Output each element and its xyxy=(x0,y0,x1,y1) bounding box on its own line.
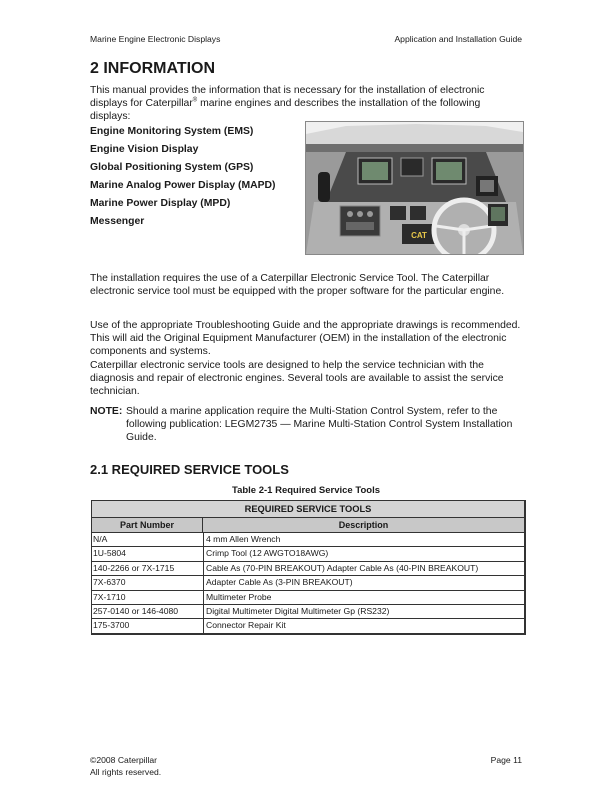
footer-copyright xyxy=(90,754,161,778)
part-number-cell: N/A xyxy=(92,533,204,546)
diagnosis-paragraph: Caterpillar electronic service tools are designed to help the service technician with the diagnosis and repair of electronic engines. Several tools are available to assist the service technician. xyxy=(90,360,504,398)
table-row xyxy=(92,562,524,576)
table-caption: Table 2-1 Required Service Tools xyxy=(231,485,380,496)
display-item: Engine Vision Display xyxy=(90,144,199,155)
section-title: 2 INFORMATION xyxy=(90,60,216,77)
table-row xyxy=(92,547,524,561)
part-number-cell: 175-3700 xyxy=(92,619,204,632)
copyright-text: ©2008 Caterpillar xyxy=(90,755,158,765)
service-tool-paragraph: The installation requires the use of a Caterpillar Electronic Service Tool. The Caterpillar electronic service tool must be equipped with the proper software for the particular engine. xyxy=(90,273,505,298)
service-tools-table xyxy=(91,500,526,635)
part-number-cell: 7X-6370 xyxy=(92,576,204,589)
running-header-right: Application and Installation Guide xyxy=(394,34,522,44)
troubleshooting-paragraph: Use of the appropriate Troubleshooting Guide and the appropriate drawings is recommended. This will aid the Original Equipment Manufacturer (OEM) in the installation of the electronic components and systems. xyxy=(90,320,521,358)
note-block xyxy=(90,405,522,444)
helm-station-photo xyxy=(305,121,524,255)
description-cell: Digital Multimeter Digital Multimeter Gp (RS232) xyxy=(206,605,390,616)
table-row xyxy=(92,576,524,590)
table-row xyxy=(92,591,524,605)
intro-text-end: marine engines and describes the installation of the following displays: xyxy=(90,98,481,123)
running-header-left: Marine Engine Electronic Displays xyxy=(90,34,221,44)
part-number-cell: 7X-1710 xyxy=(92,591,204,604)
column-header-description: Description xyxy=(338,520,389,530)
display-list xyxy=(90,125,300,233)
table-row xyxy=(92,619,524,632)
table-header-row xyxy=(92,518,524,533)
description-cell: Multimeter Probe xyxy=(206,591,272,602)
intro-paragraph xyxy=(90,84,522,123)
rights-text: All rights reserved. xyxy=(90,767,162,777)
description-cell: Crimp Tool (12 AWGTO18AWG) xyxy=(206,548,329,559)
display-item: Marine Analog Power Display (MAPD) xyxy=(90,180,276,191)
description-cell: Adapter Cable As (3-PIN BREAKOUT) xyxy=(206,577,353,588)
display-item: Global Positioning System (GPS) xyxy=(90,162,254,173)
description-cell: Connector Repair Kit xyxy=(206,620,286,631)
part-number-cell: 1U-5804 xyxy=(92,547,204,560)
table-row xyxy=(92,605,524,619)
part-number-cell: 257-0140 or 146-4080 xyxy=(92,605,204,618)
description-cell: 4 mm Allen Wrench xyxy=(206,534,281,544)
page-number: Page 11 xyxy=(490,755,522,765)
intro-text-start: This manual provides the information that is necessary for the installation of electronic displays for Caterpillar xyxy=(90,85,485,110)
description-cell: Cable As (70-PIN BREAKOUT) Adapter Cable As (40-PIN BREAKOUT) xyxy=(206,562,479,573)
note-text: Should a marine application require the Multi-Station Control System, refer to the following publication: LEGM2735 — Marine Multi-Station Control System Installation Guide. xyxy=(126,406,513,444)
table-title: REQUIRED SERVICE TOOLS xyxy=(92,501,524,518)
note-label: NOTE: xyxy=(90,406,123,417)
display-item: Marine Power Display (MPD) xyxy=(90,198,231,209)
cat-logo: CAT xyxy=(411,231,427,240)
column-header-part-number: Part Number xyxy=(92,518,203,532)
helm-photo-illustration xyxy=(306,122,523,254)
subsection-title: 2.1 REQUIRED SERVICE TOOLS xyxy=(90,462,289,477)
registered-mark: ® xyxy=(192,97,198,104)
part-number-cell: 140-2266 or 7X-1715 xyxy=(92,562,204,575)
display-item: Messenger xyxy=(90,216,145,227)
display-item: Engine Monitoring System (EMS) xyxy=(90,126,254,137)
table-row xyxy=(92,533,524,547)
